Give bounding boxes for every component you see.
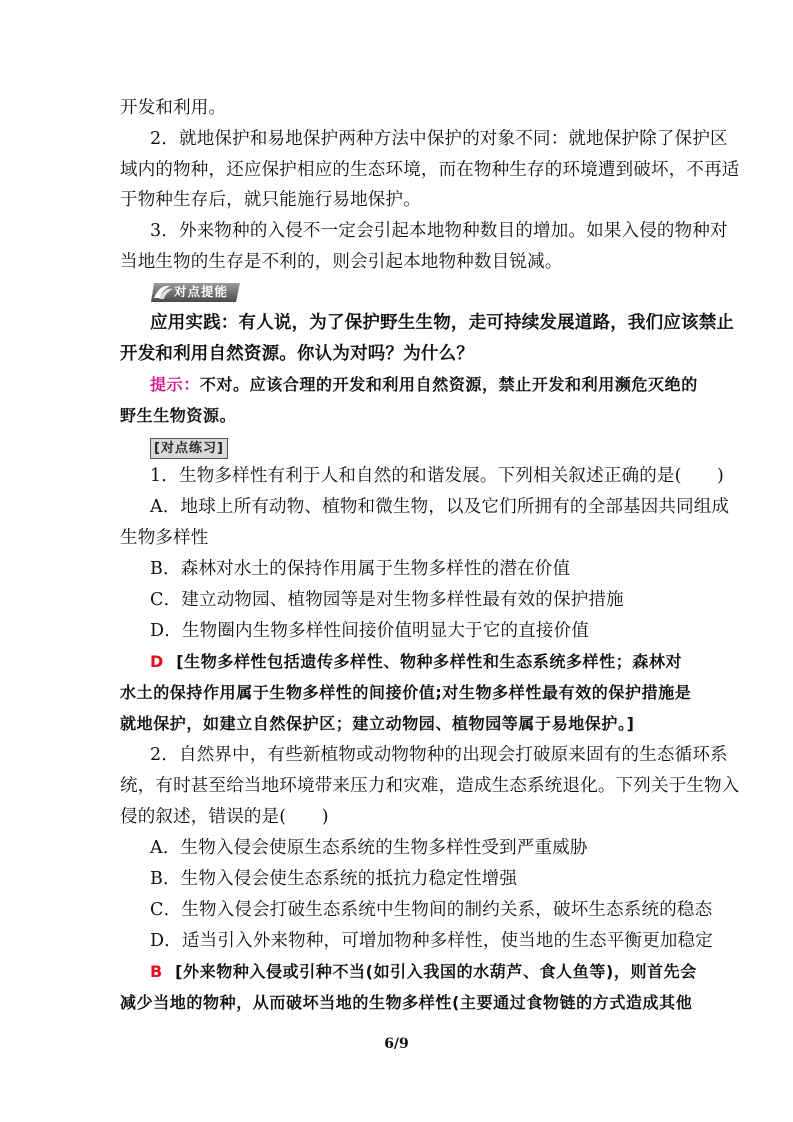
exercise-label: [对点练习] [150, 438, 228, 459]
text-line: 3．外来物种的入侵不一定会引起本地物种数目的增加。如果入侵的物种对 [150, 221, 728, 241]
explanation: 水土的保持作用属于生物多样性的间接价值;对生物多样性最有效的保护措施是 [120, 683, 692, 702]
question-stem: 侵的叙述，错误的是( ) [120, 807, 329, 827]
explanation [150, 651, 682, 673]
explanation-text: [外来物种入侵或引种不当(如引入我国的水葫芦、食人鱼等)，则首先会 [175, 962, 697, 981]
text-line: 2．就地保护和易地保护两种方法中保护的对象不同：就地保护除了保护区 [150, 129, 728, 149]
option-a: A．生物入侵会使原生态系统的生物多样性受到严重威胁 [150, 838, 588, 858]
practice-hint [150, 374, 698, 396]
explanation [150, 961, 697, 983]
answer-letter: D [150, 652, 164, 671]
practice-hint: 野生生物资源。 [120, 406, 237, 425]
option-a: 生物多样性 [120, 528, 209, 548]
option-b: B．生物入侵会使生态系统的抵抗力稳定性增强 [150, 869, 518, 889]
question-stem: 1．生物多样性有利于人和自然的和谐发展。下列相关叙述正确的是( ) [150, 466, 725, 486]
text-line: 于物种生存后，就只能施行易地保护。 [120, 190, 421, 210]
text-line: 域内的物种，还应保护相应的生态环境，而在物种生存的环境遭到破坏，不再适 [120, 160, 740, 180]
hint-text: 不对。应该合理的开发和利用自然资源，禁止开发和利用濒危灭绝的 [199, 375, 698, 394]
option-c: C．生物入侵会打破生态系统中生物间的制约关系，破坏生态系统的稳态 [150, 900, 713, 920]
option-c: C．建立动物园、植物园等是对生物多样性最有效的保护措施 [150, 590, 624, 610]
practice-question: 应用实践：有人说，为了保护野生生物，走可持续发展道路，我们应该禁止 [150, 313, 735, 333]
explanation-text: [生物多样性包括遗传多样性、物种多样性和生态系统多样性；森林对 [176, 652, 683, 671]
page-number: 6/9 [384, 1036, 409, 1052]
question-stem: 统，有时甚至给当地环境带来压力和灾难，造成生态系统退化。下列关于生物入 [120, 776, 740, 796]
explanation: 就地保护，如建立自然保护区；建立动物园、植物园等属于易地保护。] [120, 714, 635, 733]
text-line: 当地生物的生存是不利的，则会引起本地物种数目锐减。 [120, 252, 563, 272]
text-line: 开发和利用。 [120, 98, 227, 118]
answer-letter: B [150, 962, 163, 981]
option-b: B．森林对水土的保持作用属于生物多样性的潜在价值 [150, 559, 571, 579]
option-d: D．生物圈内生物多样性间接价值明显大于它的直接价值 [150, 621, 590, 641]
practice-question: 开发和利用自然资源。你认为对吗？为什么？ [120, 344, 474, 364]
tip-badge-label: 对点提能 [174, 284, 229, 299]
hint-label: 提示： [150, 375, 200, 394]
option-a: A．地球上所有动物、植物和微生物，以及它们所拥有的全部基因共同组成 [150, 497, 730, 517]
question-stem: 2．自然界中，有些新植物或动物物种的出现会打破原来固有的生态循环系 [150, 745, 728, 765]
explanation: 减少当地的物种，从而破坏当地的生物多样性(主要通过食物链的方式造成其他 [120, 993, 693, 1012]
option-d: D．适当引入外来物种，可增加物种多样性，使当地的生态平衡更加稳定 [150, 931, 713, 951]
